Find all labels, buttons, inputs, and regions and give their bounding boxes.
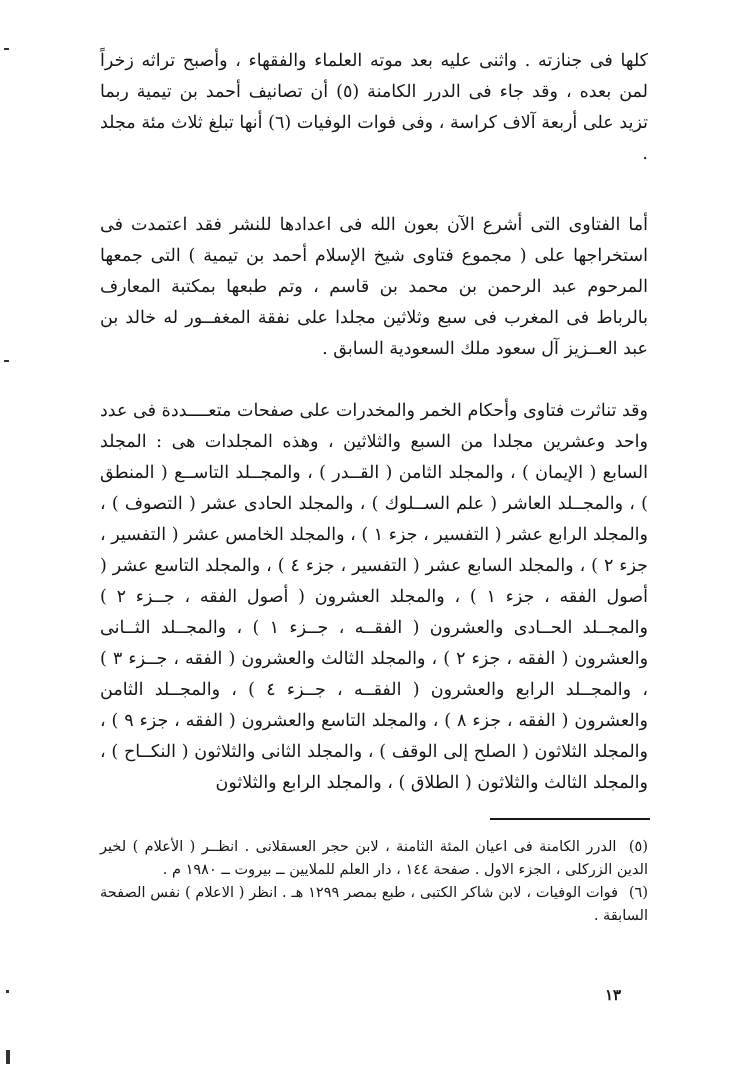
footnote-number: (٦) [628, 885, 648, 901]
footnote-number: (٥) [628, 839, 648, 855]
page-number: ١٣ [604, 986, 622, 1004]
footnote-5 [100, 836, 648, 882]
scan-speck [6, 1050, 10, 1064]
scan-speck [6, 990, 9, 993]
footnote-separator [490, 818, 650, 820]
footnote-6 [100, 882, 648, 928]
footnote-text: فوات الوفيات ، لابن شاكر الكتبى ، طبع بمصر ١٢٩٩ هـ . انظر ( الاعلام ) نفس الصفحة السابقة . [100, 885, 648, 924]
footnote-text: الدرر الكامنة فى اعيان المئة الثامنة ، لابن حجر العسقلانى . انظــر ( الأعلام ) لخير الدين الزركلى ، الجزء الاول . صفحة ١٤٤ ، دار العلم للملايين ــ بيروت ــ ١٩٨٠ م . [100, 839, 648, 878]
paragraph-2: أما الفتاوى التى أشرع الآن بعون الله فى اعدادها للنشر فقد اعتمدت فى استخراجها على ( مجموع فتاوى شيخ الإسلام أحمد بن تيمية ) التى جمعها المرحوم عبد الرحمن بن محمد بن قاسم ، وتم طبعها بمكتبة المعارف بالرباط فى المغرب فى سبع وثلاثين مجلدا على نفقة المغفــور له خالد بن عبد العــزيز آل سعود ملك السعودية السابق . [100, 215, 648, 359]
main-text [100, 46, 648, 814]
scan-speck [4, 360, 9, 362]
footnotes [100, 836, 648, 928]
paragraph-3: وقد تناثرت فتاوى وأحكام الخمر والمخدرات على صفحات متعــــددة فى عدد واحد وعشرين مجلدا من السبع والثلاثين ، وهذه المجلدات هى : المجلد السابع ( الإيمان ) ، والمجلد الثامن ( القــدر ) ، والمجــلد التاســع ( المنطق ) ، والمجــلد العاشر ( علم الســلوك ) ، والمجلد الحادى عشر ( التصوف ) ، والمجلد الرابع عشر ( التفسير ، جزء ١ ) ، والمجلد الخامس عشر ( التفسير ، جزء ٢ ) ، والمجلد السابع عشر ( التفسير ، جزء ٤ ) ، والمجلد التاسع عشر ( أصول الفقه ، جزء ١ ) ، والمجلد العشرون ( أصول الفقه ، جــزء ٢ ) والمجــلد الحــادى والعشرون ( الفقــه ، جــزء ١ ) ، والمجــلد الثــانى والعشرون ( الفقه ، جزء ٢ ) ، والمجلد الثالث والعشرون ( الفقه ، جــزء ٣ ) ، والمجــلد الرابع والعشرون ( الفقــه ، جــزء ٤ ) ، والمجــلد الثامن والعشرون ( الفقه ، جزء ٨ ) ، والمجلد التاسع والعشرون ( الفقه ، جزء ٩ ) ، والمجلد الثلاثون ( الصلح إلى الوقف ) ، والمجلد الثانى والثلاثون ( النكــاح ) ، والمجلد الثالث والثلاثون ( الطلاق ) ، والمجلد الرابع والثلاثون [100, 401, 649, 793]
scan-speck [4, 48, 9, 50]
paragraph-1: كلها فى جنازته . واثنى عليه بعد موته العلماء والفقهاء ، وأصبح تراثه زخراً لمن بعده ، وقد جاء فى الدرر الكامنة (٥) أن تصانيف أحمد بن تيمية ربما تزيد على أربعة آلاف كراسة ، وفى فوات الوفيات (٦) أنها تبلغ ثلاث مئة مجلد . [100, 51, 648, 164]
